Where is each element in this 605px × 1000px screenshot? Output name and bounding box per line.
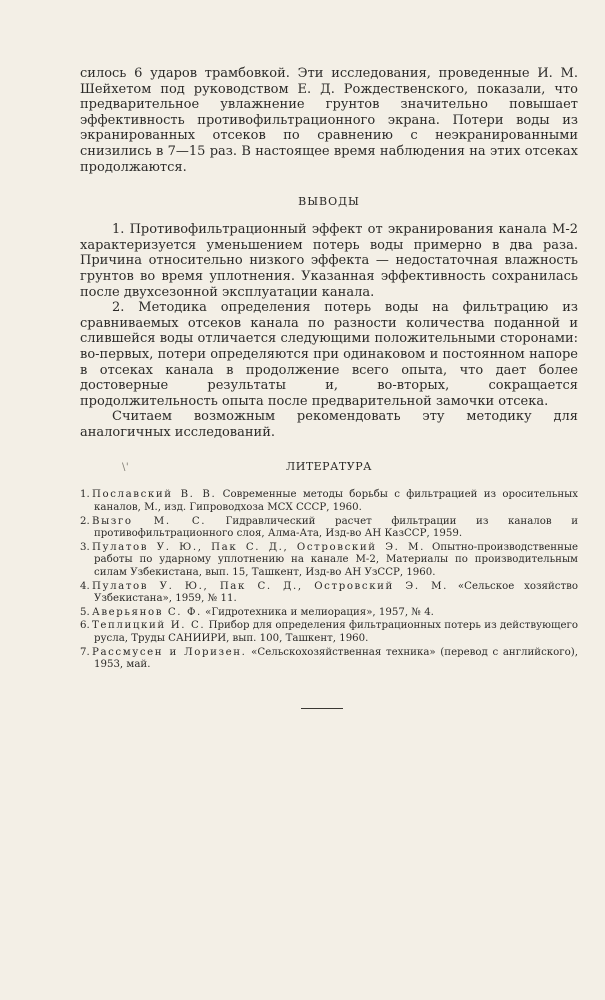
reference-text: Прибор для определения фильтрационных потерь из действующего русла, Труды САНИИРИ, вып. 100, Ташкент, 1960. (94, 620, 578, 644)
end-rule (301, 708, 343, 709)
reference-item: 2. Вызго М. С. Гидравлический расчет фильтрации из каналов и противофильтрационного слоя, Алма-Ата, Изд-во АН КазССР, 1959. (80, 515, 578, 540)
reference-text: Опытно-производственные работы по ударному уплотнению на канале М-2, Материалы по производительным силам Узбекистана, вып. 15, Ташкент, Изд-во АН УзССР, 1960. (94, 541, 578, 579)
literature-heading-block (80, 460, 578, 473)
reference-item: 4. Пулатов У. Ю., Пак С. Д., Островский Э. М. «Сельское хозяйство Узбекистана», 1959, № 11. (80, 580, 578, 605)
margin-mark: \' (122, 462, 130, 474)
conclusion-2: 2. Методика определения потерь воды на фильтрацию из сравниваемых отсеков канала по разности количества поданной и слившейся воды отличается следующими положительными сторонами: во-первых, потери определяются при одинаковом и постоянном напоре в отсеках канала в продолжение всего опыта, что дает более достоверные результаты и, во-вторых, сокращается продолжительность опыта после предварительной замочки отсека. (80, 300, 578, 409)
reference-item: 1. Пославский В. В. Современные методы борьбы с фильтрацией из оросительных каналов, М., изд. Гипроводхоза МСХ СССР, 1960. (80, 489, 578, 514)
conclusion-3: Считаем возможным рекомендовать эту методику для аналогичных исследований. (80, 409, 578, 440)
literature-heading: ЛИТЕРАТУРА (286, 460, 372, 474)
reference-item: 5. Аверьянов С. Ф. «Гидротехника и мелиорация», 1957, № 4. (80, 606, 434, 618)
reference-author: Рассмусен и Лоризен. (92, 646, 247, 658)
reference-item: 6. Теплицкий И. С. Прибор для определения фильтрационных потерь из действующего русла, Труды САНИИРИ, вып. 100, Ташкент, 1960. (80, 620, 578, 644)
reference-text: Современные методы борьбы с фильтрацией из оросительных каналов, М., изд. Гипроводхоза МСХ СССР, 1960. (94, 489, 578, 514)
reference-author: Пулатов У. Ю., Пак С. Д., Островский Э. М. (92, 541, 425, 553)
reference-text: «Сельское хозяйство Узбекистана», 1959, № 11. (94, 580, 578, 605)
conclusions-section (80, 222, 578, 440)
reference-text: «Гидротехника и мелиорация», 1957, № 4. (205, 606, 434, 618)
reference-list (80, 489, 578, 671)
reference-author: Аверьянов С. Ф. (92, 606, 202, 618)
reference-author: Пославский В. В. (92, 489, 217, 501)
reference-text: «Сельскохозяйственная техника» (перевод с английского), 1953, май. (94, 646, 578, 671)
intro-paragraph: силось 6 ударов трамбовкой. Эти исследования, проведенные И. М. Шейхетом под руководством Е. Д. Рождественского, показали, что предварительное увлажнение грунтов значительно повышает эффективность противофильтрационного экрана. Потери воды из экранированных отсеков по сравнению с неэкранированными снизились в 7—15 раз. В настоящее время наблюдения на этих отсеках продолжаются. (80, 66, 578, 175)
intro-section (80, 66, 578, 175)
conclusion-1: 1. Противофильтрационный эффект от экранирования канала М-2 характеризуется уменьшением потерь воды примерно в два раза. Причина относительно низкого эффекта — недостаточная влажность грунтов во время уплотнения. Указанная эффективность сохранилась после двухсезонной эксплуатации канала. (80, 222, 578, 300)
reference-author: Вызго М. С. (92, 515, 207, 527)
reference-item: 7. Рассмусен и Лоризен. «Сельскохозяйственная техника» (перевод с английского), 1953, май. (80, 646, 578, 671)
reference-text: Гидравлический расчет фильтрации из каналов и противофильтрационного слоя, Алма-Ата, Изд-во АН КазССР, 1959. (94, 515, 578, 540)
page-body (80, 66, 578, 673)
reference-item: 3. Пулатов У. Ю., Пак С. Д., Островский Э. М. Опытно-производственные работы по ударному уплотнению на канале М-2, Материалы по производительным силам Узбекистана, вып. 15, Ташкент, Изд-во АН УзССР, 1960. (80, 541, 578, 579)
reference-author: Пулатов У. Ю., Пак С. Д., Островский Э. М. (92, 580, 449, 592)
reference-author: Теплицкий И. С. (92, 620, 206, 632)
conclusions-heading: ВЫВОДЫ (298, 195, 360, 209)
